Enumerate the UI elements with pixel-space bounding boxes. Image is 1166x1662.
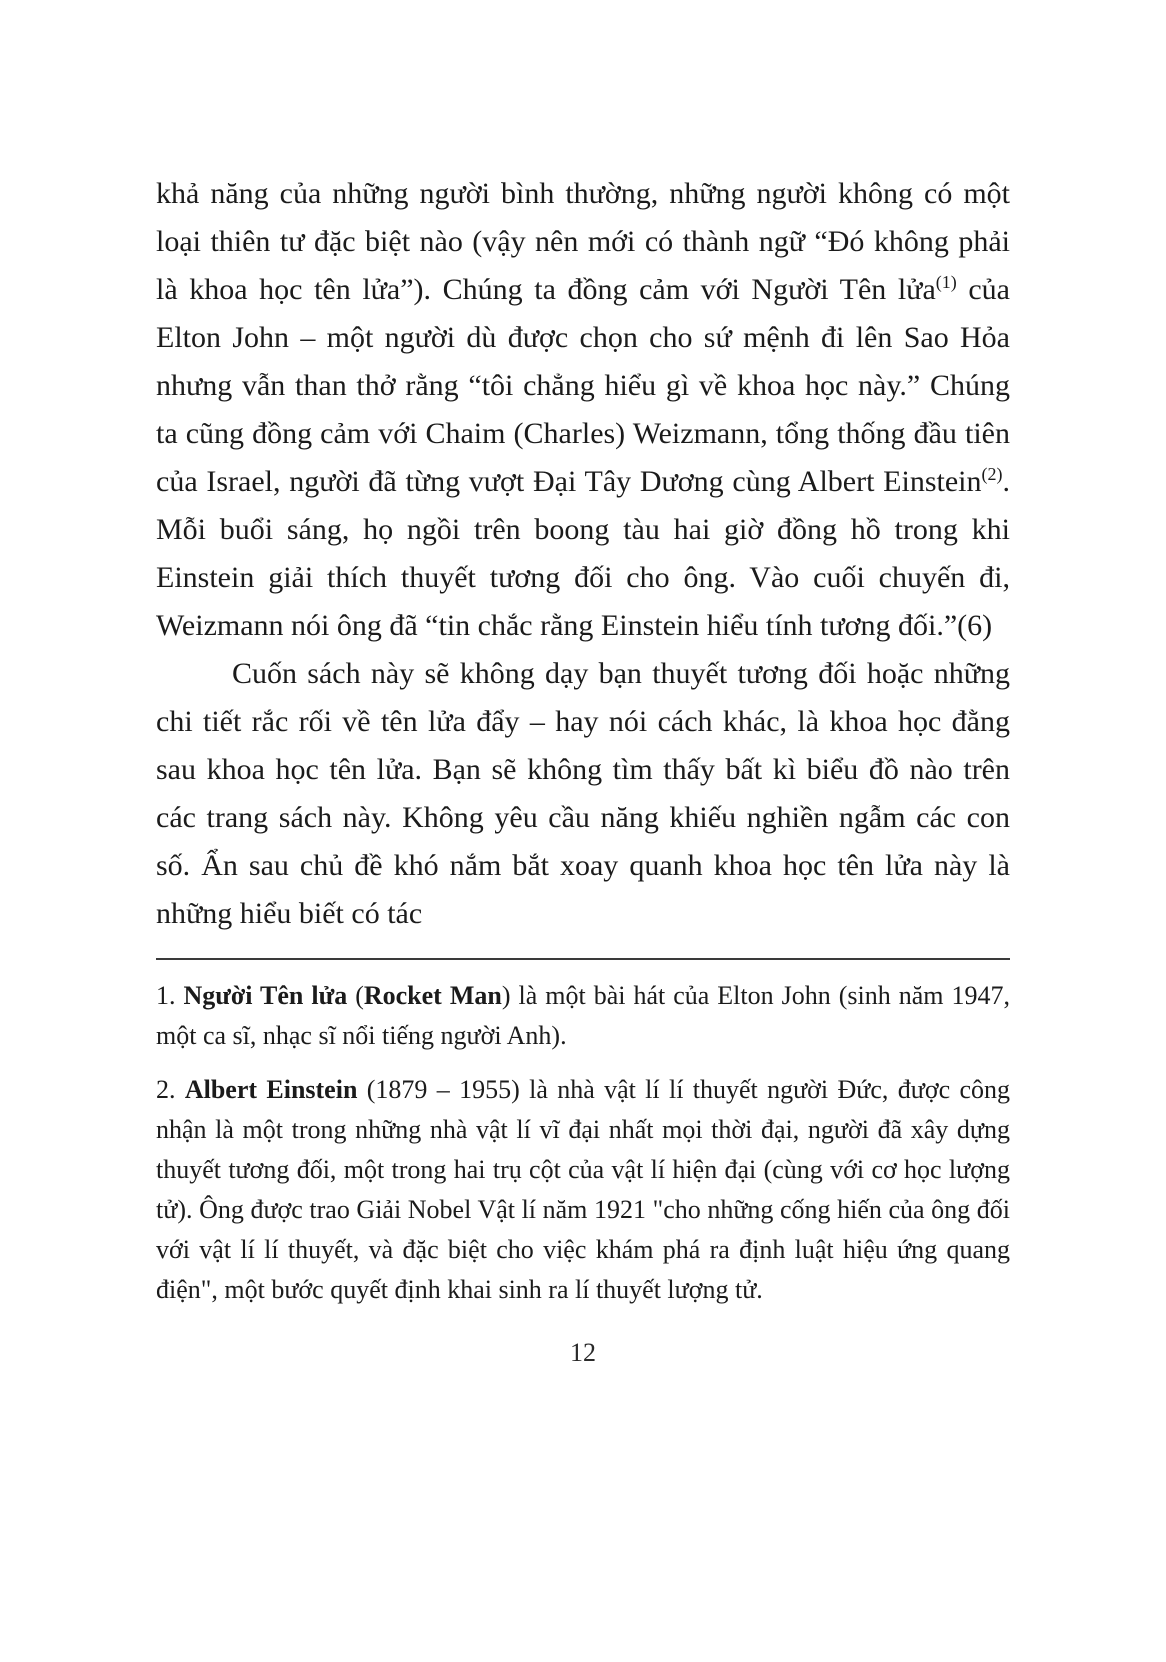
footnote-separator-rule (156, 958, 1010, 960)
paragraph-1 (156, 170, 1010, 650)
footnote-term: Albert Einstein (184, 1075, 358, 1104)
footnotes-block (156, 976, 1010, 1310)
body-text-block (156, 170, 1010, 938)
body-text-run: . Mỗi buổi sáng, họ ngồi trên boong tàu hai giờ đồng hồ trong khi Einstein giải thích thuyết tương đối cho ông. Vào cuối chuyến đi, Weizmann nói ông đã “tin chắc rằng Einstein hiểu tính tương đối.”(6) (156, 465, 1010, 642)
footnote-text-run: ( (347, 981, 364, 1010)
footnote-text-run: (1879 – 1955) là nhà vật lí lí thuyết người Đức, được công nhận là một trong những nhà vật lí vĩ đại nhất mọi thời đại, người đã xây dựng thuyết tương đối, một trong hai trụ cột của vật lí hiện đại (cùng với cơ học lượng tử). Ông được trao Giải Nobel Vật lí năm 1921 "cho những cống hiến của ông đối với vật lí lí thuyết, và đặc biệt cho việc khám phá ra định luật hiệu ứng quang điện", một bước quyết định khai sinh ra lí thuyết lượng tử. (156, 1075, 1010, 1304)
footnote-text-run: ) là một bài hát của Elton John (sinh năm 1947, một ca sĩ, nhạc sĩ nổi tiếng người Anh). (156, 981, 1010, 1050)
footnote-ref-1: (1) (935, 272, 957, 292)
body-text-run: của Elton John – một người dù được chọn cho sứ mệnh đi lên Sao Hỏa nhưng vẫn than thở rằng “tôi chẳng hiểu gì về khoa học này.” Chúng ta cũng đồng cảm với Chaim (Charles) Weizmann, tổng thống đầu tiên của Israel, người đã từng vượt Đại Tây Dương cùng Albert Einstein (156, 273, 1010, 498)
footnote-number: 1. (156, 981, 184, 1010)
footnote-term: Rocket Man (363, 981, 502, 1010)
body-text-run: khả năng của những người bình thường, những người không có một loại thiên tư đặc biệt nào (vậy nên mới có thành ngữ “Đó không phải là khoa học tên lửa”). Chúng ta đồng cảm với Người Tên lửa (156, 177, 1010, 306)
body-text-run: Cuốn sách này sẽ không dạy bạn thuyết tương đối hoặc những chi tiết rắc rối về tên lửa đẩy – hay nói cách khác, là khoa học đằng sau khoa học tên lửa. Bạn sẽ không tìm thấy bất kì biểu đồ nào trên các trang sách này. Không yêu cầu năng khiếu nghiền ngẫm các con số. Ẩn sau chủ đề khó nắm bắt xoay quanh khoa học tên lửa này là những hiểu biết có tác (156, 657, 1010, 930)
footnote-1 (156, 976, 1010, 1056)
footnote-term: Người Tên lửa (183, 981, 348, 1010)
footnote-2 (156, 1070, 1010, 1310)
page-number: 12 (570, 1338, 596, 1367)
footnote-ref-2: (2) (981, 464, 1003, 484)
paragraph-2 (156, 650, 1010, 938)
footnote-number: 2. (156, 1075, 185, 1104)
